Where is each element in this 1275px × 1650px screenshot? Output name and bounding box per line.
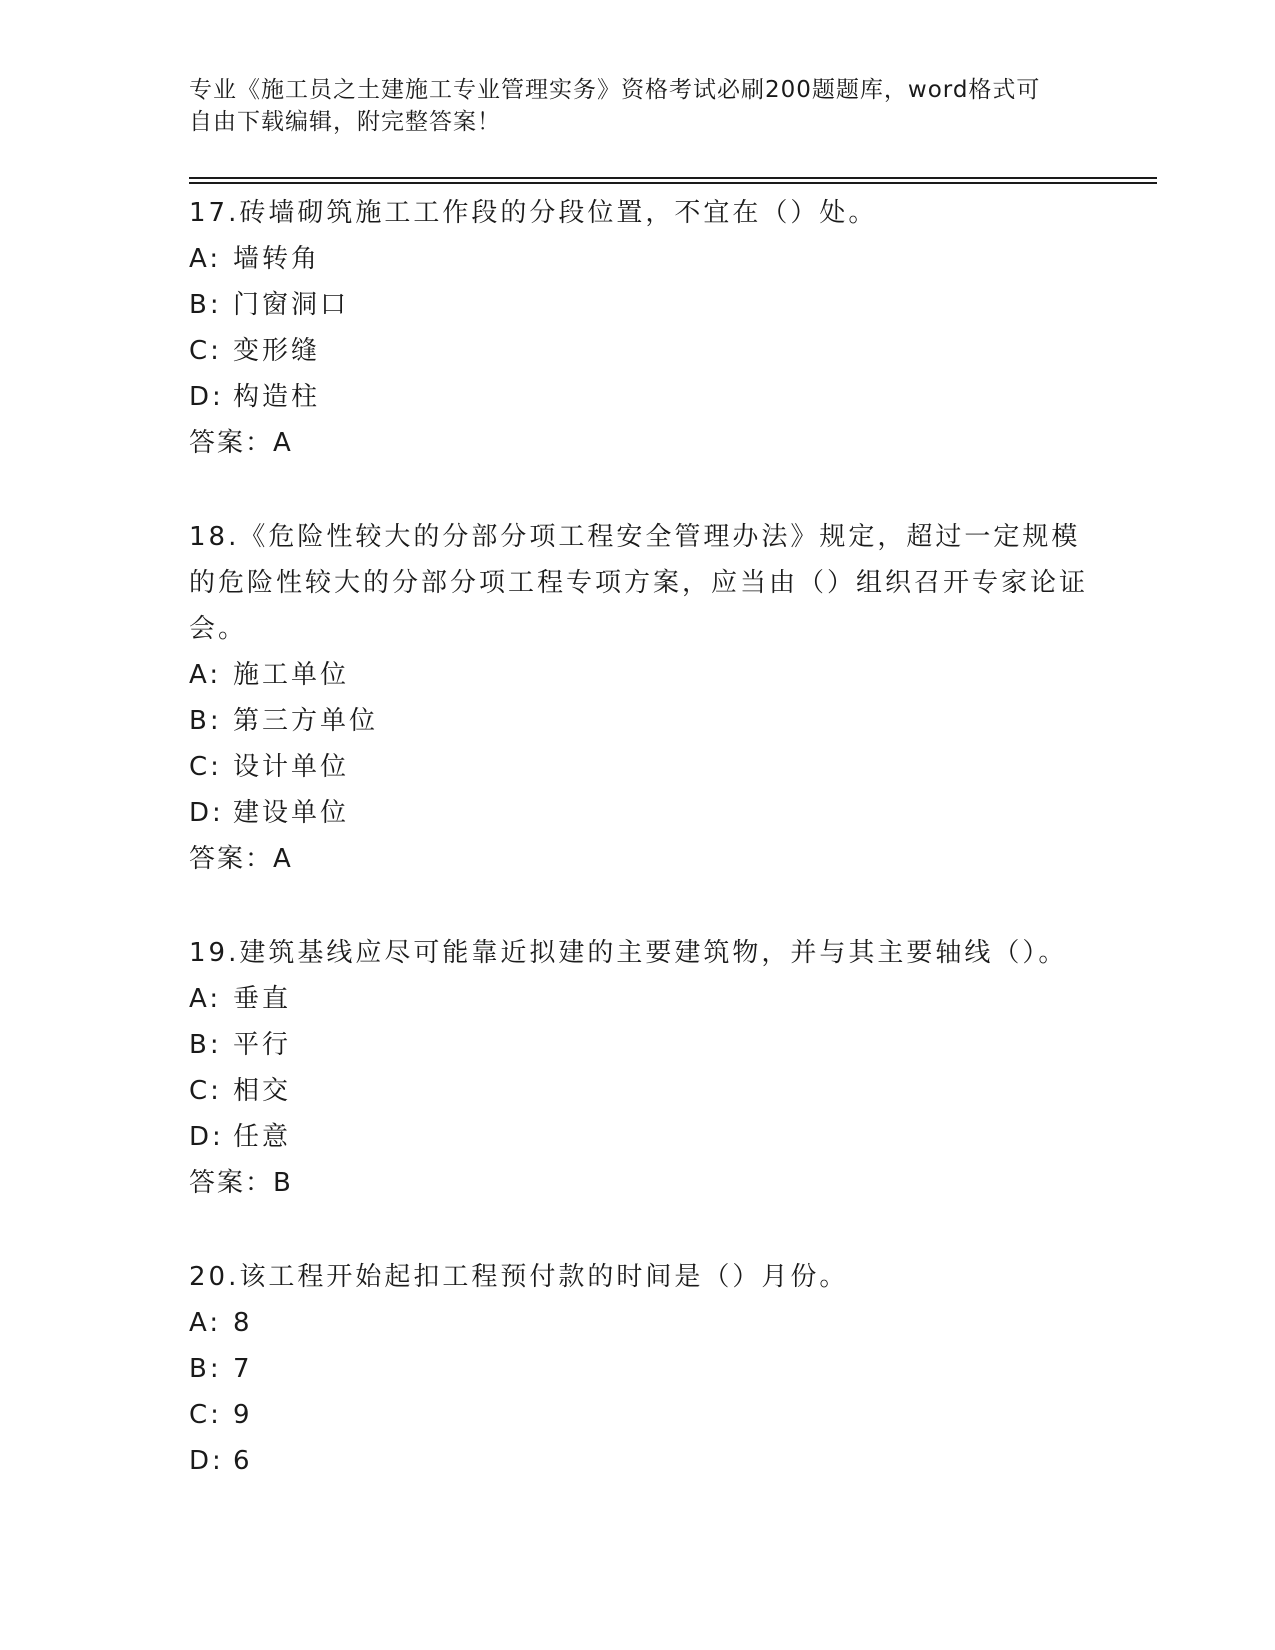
option-text: 设计单位 — [233, 752, 350, 782]
answer-text: 答案：B — [189, 1168, 293, 1198]
option-text: 相交 — [233, 1076, 292, 1106]
question-18 — [189, 514, 1089, 882]
option-key: B: — [189, 1030, 222, 1060]
question-text: 20.该工程开始起扣工程预付款的时间是（）月份。 — [189, 1262, 849, 1292]
option-text: 8 — [233, 1308, 253, 1338]
header-divider-top — [189, 177, 1157, 179]
document-header — [189, 74, 1079, 138]
option-c — [189, 328, 1089, 374]
option-key: D: — [189, 382, 224, 412]
option-key: B: — [189, 290, 222, 320]
option-key: C: — [189, 336, 222, 366]
option-key: B: — [189, 706, 222, 736]
option-d — [189, 374, 1089, 420]
option-c — [189, 1068, 1089, 1114]
option-c — [189, 1392, 1089, 1438]
option-b — [189, 282, 1089, 328]
option-a — [189, 652, 1089, 698]
option-text: 9 — [233, 1400, 253, 1430]
option-key: D: — [189, 1446, 224, 1476]
option-text: 任意 — [233, 1122, 292, 1152]
option-text: 变形缝 — [233, 336, 321, 366]
question-19 — [189, 930, 1089, 1206]
option-text: 7 — [233, 1354, 253, 1384]
option-text: 施工单位 — [233, 660, 350, 690]
option-b — [189, 1022, 1089, 1068]
answer-text: 答案：A — [189, 844, 293, 874]
option-text: 墙转角 — [233, 244, 321, 274]
answer-text: 答案：A — [189, 428, 293, 458]
question-list — [189, 190, 1089, 1484]
option-text: 平行 — [233, 1030, 292, 1060]
option-text: 建设单位 — [233, 798, 350, 828]
option-key: C: — [189, 1400, 222, 1430]
option-text: 6 — [233, 1446, 253, 1476]
question-17 — [189, 190, 1089, 466]
question-20 — [189, 1254, 1089, 1484]
option-c — [189, 744, 1089, 790]
header-line-1: 专业《施工员之土建施工专业管理实务》资格考试必刷200题题库，word格式可 — [189, 77, 1041, 103]
option-key: A: — [189, 244, 222, 274]
option-d — [189, 790, 1089, 836]
option-d — [189, 1114, 1089, 1160]
option-b — [189, 698, 1089, 744]
option-b — [189, 1346, 1089, 1392]
question-text: 18.《危险性较大的分部分项工程安全管理办法》规定，超过一定规模的危险性较大的分部分项工程专项方案，应当由（）组织召开专家论证会。 — [189, 522, 1089, 644]
option-text: 垂直 — [233, 984, 292, 1014]
option-key: C: — [189, 1076, 222, 1106]
option-key: A: — [189, 660, 222, 690]
option-key: B: — [189, 1354, 222, 1384]
option-key: A: — [189, 1308, 222, 1338]
option-key: C: — [189, 752, 222, 782]
header-divider-bottom — [189, 182, 1157, 184]
option-key: D: — [189, 798, 224, 828]
option-a — [189, 976, 1089, 1022]
option-key: A: — [189, 984, 222, 1014]
option-a — [189, 236, 1089, 282]
question-text: 19.建筑基线应尽可能靠近拟建的主要建筑物，并与其主要轴线（）。 — [189, 938, 1068, 968]
option-a — [189, 1300, 1089, 1346]
option-text: 第三方单位 — [233, 706, 379, 736]
option-text: 构造柱 — [233, 382, 321, 412]
question-text: 17.砖墙砌筑施工工作段的分段位置，不宜在（）处。 — [189, 198, 878, 228]
option-d — [189, 1438, 1089, 1484]
option-text: 门窗洞口 — [233, 290, 350, 320]
option-key: D: — [189, 1122, 224, 1152]
header-line-2: 自由下载编辑，附完整答案！ — [189, 109, 501, 135]
